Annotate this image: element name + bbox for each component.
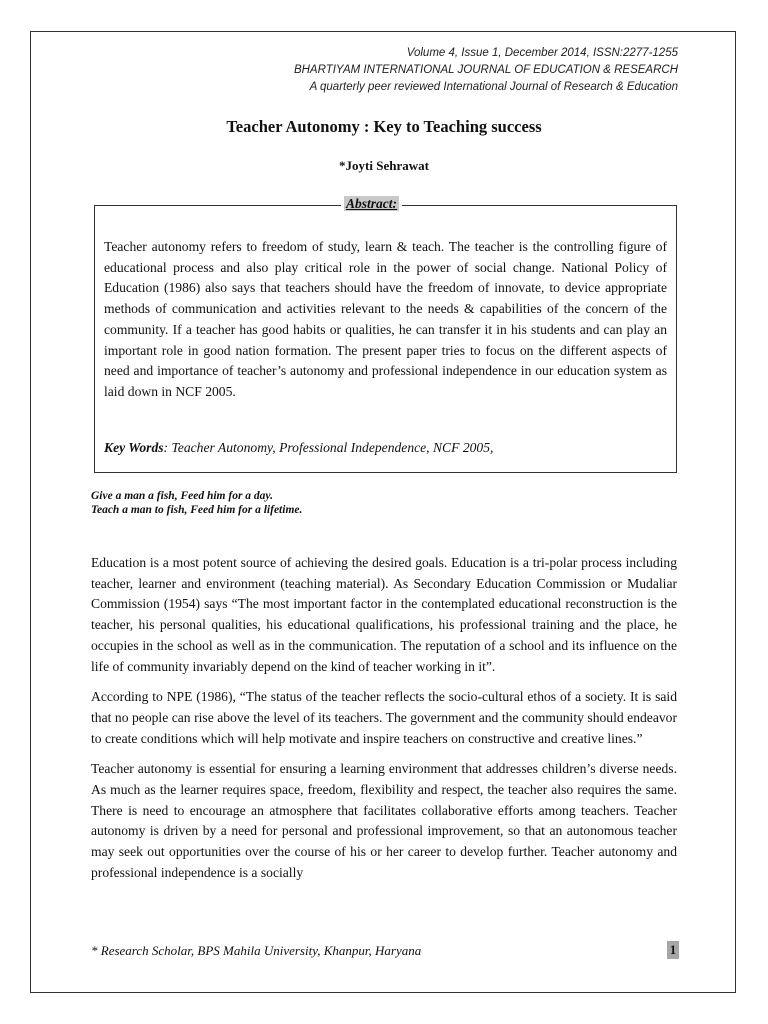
epigraph-quote <box>91 489 302 517</box>
body-paragraph-2: According to NPE (1986), “The status of the teacher reflects the socio-cultural ethos of a society. It is said that no people can rise above the level of its teachers. The government and the community should endeavor to create conditions which will help motivate and inspire teachers on constructive and creative lines.” <box>91 689 677 746</box>
header-journal-name: BHARTIYAM INTERNATIONAL JOURNAL OF EDUCATION & RESEARCH <box>293 64 678 76</box>
keywords <box>104 439 667 457</box>
body-paragraph-1: Education is a most potent source of achieving the desired goals. Education is a tri-polar process including teacher, learner and environment (teaching material). As Secondary Education Commission or Mudaliar Commission (1954) says “The most important factor in the contemplated educational reconstruction is the teacher, his personal qualities, his educational qualifications, his professional training and the place, he occupies in the school as well as in the communication. The reputation of a school and its influence on the life of community invariably depend on the kind of teacher working in it”. <box>91 555 677 674</box>
quote-line-1: Give a man a fish, Feed him for a day. <box>91 490 273 502</box>
body-text <box>91 553 677 894</box>
abstract-text: Teacher autonomy refers to freedom of study, learn & teach. The teacher is the controlling figure of educational process and also play critical role in the power of social change. National Policy of Education (1986) also says that teachers should have the freedom of innovate, to device appropriate methods of communication and activities relevant to the needs & capabilities of the concern of the community. If a teacher has good habits or qualities, he can transfer it in his students and can play an important role in good nation formation. The present paper tries to focus on the different aspects of need and importance of teacher’s autonomy and professional independence in our education system as laid down in NCF 2005. <box>104 239 667 399</box>
header-journal-description: A quarterly peer reviewed International Journal of Research & Education <box>309 81 678 93</box>
quote-line-2: Teach a man to fish, Feed him for a lifetime. <box>91 504 303 516</box>
body-paragraph-3: Teacher autonomy is essential for ensuring a learning environment that addresses children’s diverse needs. As much as the learner requires space, freedom, flexibility and respect, the teacher also requires the same. There is need to encourage an atmosphere that facilitates collaborative efforts among teachers. Teacher autonomy is driven by a need for personal and professional improvement, so that an autonomous teacher may seek out opportunities over the course of his or her career to develop further. Teacher autonomy and professional independence is a socially <box>91 761 677 880</box>
abstract-label <box>341 195 402 213</box>
paper-title: Teacher Autonomy : Key to Teaching success <box>226 117 542 136</box>
keywords-text: : Teacher Autonomy, Professional Independence, NCF 2005, <box>163 440 494 455</box>
paper-author: *Joyti Sehrawat <box>339 158 429 173</box>
keywords-label: Key Words <box>104 440 164 455</box>
header-volume-line: Volume 4, Issue 1, December 2014, ISSN:2277-1255 <box>406 47 678 59</box>
abstract-label-text: Abstract: <box>346 196 398 211</box>
author-footnote: * Research Scholar, BPS Mahila University, Khanpur, Haryana <box>91 943 422 958</box>
page-number: 1 <box>667 941 679 959</box>
journal-header <box>294 45 678 96</box>
